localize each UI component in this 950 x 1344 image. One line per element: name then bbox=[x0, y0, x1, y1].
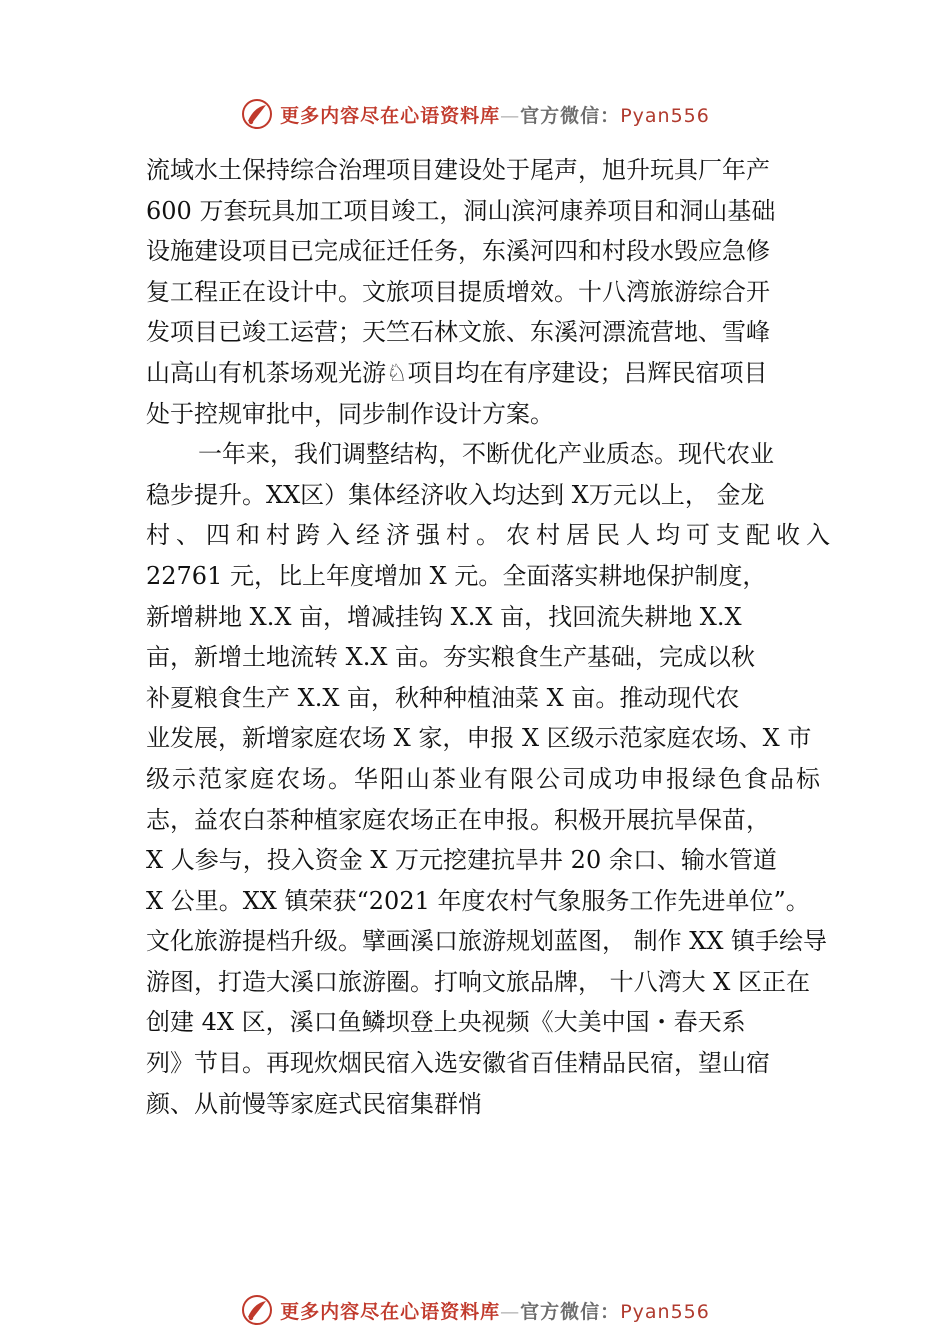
body-line: 村、四和村跨入经济强村。农村居民人均可支配收入 bbox=[146, 521, 836, 550]
header-watermark bbox=[0, 94, 950, 134]
watermark-id: Pyan556 bbox=[620, 1300, 710, 1323]
body-line: 级示范家庭农场。华阳山茶业有限公司成功申报绿色食品标 bbox=[146, 764, 822, 793]
footer-watermark bbox=[0, 1290, 950, 1330]
body-line: 志，益农白茶种植家庭农场正在申报。积极开展抗旱保苗， bbox=[146, 805, 770, 834]
body-line: 流域水土保持综合治理项目建设处于尾声，旭升玩具厂年产 bbox=[146, 156, 770, 184]
body-line: 游图，打造大溪口旅游圈。打响文旅品牌， 十八湾大 X 区正在 bbox=[146, 967, 810, 996]
body-line: 业发展，新增家庭农场 X 家，申报 X 区级示范家庭农场、X 市 bbox=[146, 724, 812, 753]
body-line: 创建 4X 区，溪口鱼鳞坝登上央视频《大美中国・春天系 bbox=[146, 1008, 746, 1037]
body-line: 新增耕地 X.X 亩，增减挂钩 X.X 亩，找回流失耕地 X.X bbox=[146, 602, 742, 631]
paragraph-start-line: 一年来，我们调整结构，不断优化产业质态。现代农业 bbox=[198, 440, 774, 469]
watermark-text bbox=[280, 1297, 710, 1324]
brush-logo-icon bbox=[240, 1293, 274, 1327]
watermark-dash: — bbox=[500, 104, 521, 127]
body-line: X 公里。XX 镇荣获“2021 年度农村气象服务工作先进单位”。 bbox=[146, 886, 810, 915]
body-line: 22761 元，比上年度增加 X 元。全面落实耕地保护制度， bbox=[146, 561, 767, 590]
watermark-main: 更多内容尽在心语资料库 bbox=[280, 104, 501, 127]
body-line: 发项目已竣工运营；天竺石林文旅、东溪河漂流营地、雪峰 bbox=[146, 318, 770, 347]
body-line: 补夏粮食生产 X.X 亩，秋种种植油菜 X 亩。推动现代农 bbox=[146, 683, 740, 712]
watermark-label: 官方微信： bbox=[520, 1300, 621, 1323]
document-body bbox=[146, 150, 836, 1124]
brush-logo-icon bbox=[240, 97, 274, 131]
body-line: 600 万套玩具加工项目竣工，洞山滨河康养项目和洞山基础 bbox=[146, 196, 776, 225]
watermark-dash: — bbox=[500, 1300, 521, 1323]
body-line: X 人参与，投入资金 X 万元挖建抗旱井 20 余口、输水管道 bbox=[146, 846, 777, 875]
watermark-label: 官方微信： bbox=[520, 104, 621, 127]
watermark-main: 更多内容尽在心语资料库 bbox=[280, 1300, 501, 1323]
body-line: 亩，新增土地流转 X.X 亩。夯实粮食生产基础，完成以秋 bbox=[146, 643, 756, 672]
body-line: 稳步提升。XX区）集体经济收入均达到 X万元以上， 金龙 bbox=[146, 480, 765, 509]
watermark-id: Pyan556 bbox=[620, 104, 710, 127]
body-line: 颜、从前慢等家庭式民宿集群悄 bbox=[146, 1089, 482, 1118]
body-line: 文化旅游提档升级。擘画溪口旅游规划蓝图， 制作 XX 镇手绘导 bbox=[146, 927, 828, 956]
body-line: 设施建设项目已完成征迁任务，东溪河四和村段水毁应急修 bbox=[146, 237, 770, 266]
watermark-text bbox=[280, 101, 710, 128]
body-line: 处于控规审批中，同步制作设计方案。 bbox=[146, 399, 554, 428]
body-line: 列》节目。再现炊烟民宿入选安徽省百佳精品民宿，望山宿 bbox=[146, 1049, 770, 1078]
body-line: 复工程正在设计中。文旅项目提质增效。十八湾旅游综合开 bbox=[146, 277, 770, 306]
body-line: 山高山有机茶场观光游♘项目均在有序建设；吕辉民宿项目 bbox=[146, 358, 768, 387]
